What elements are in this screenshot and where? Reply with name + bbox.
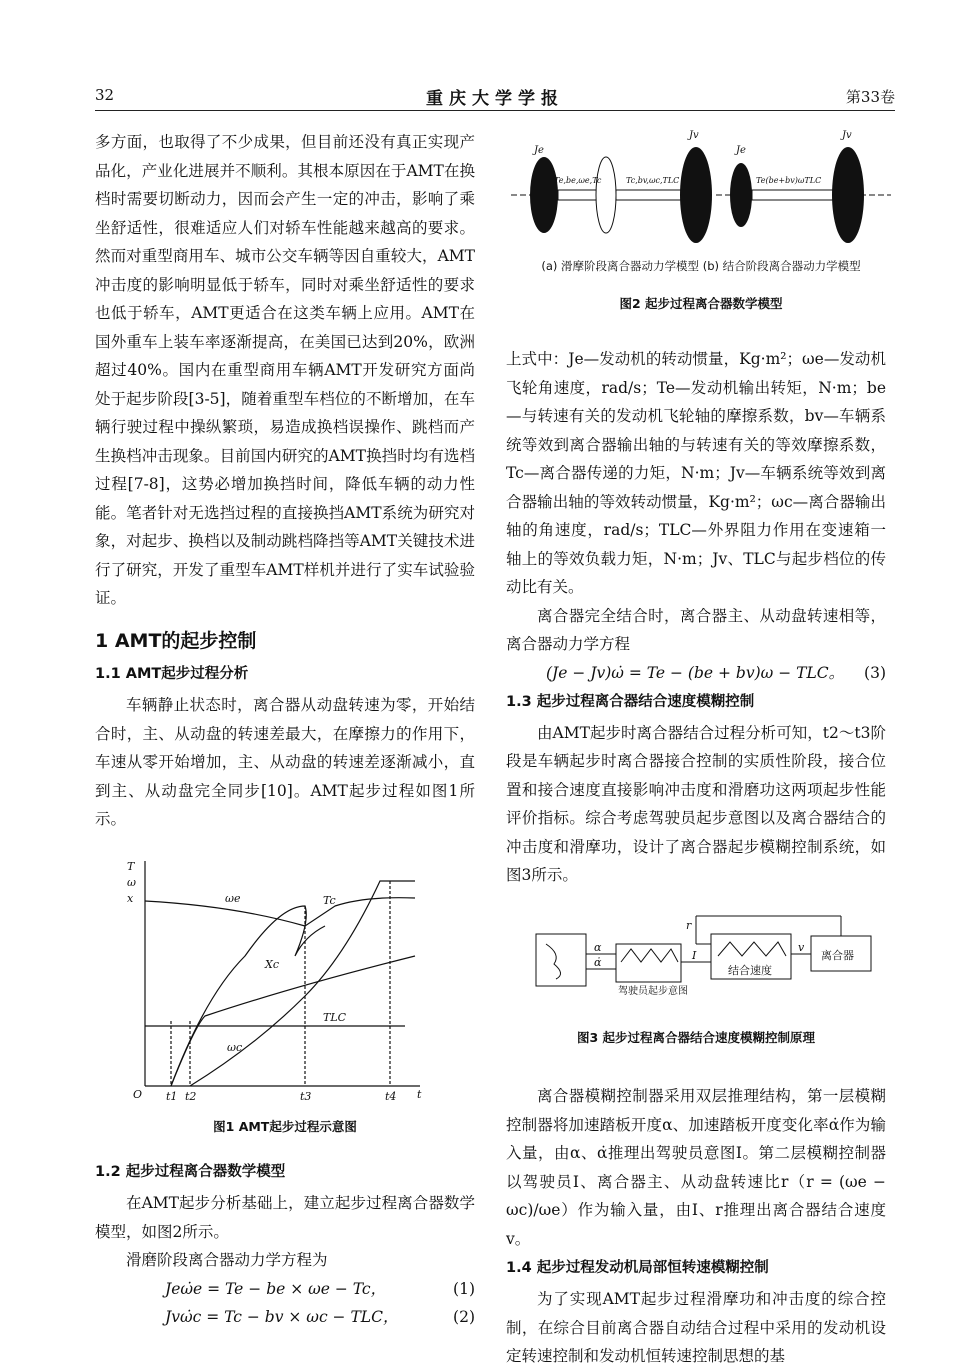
fig1-tick-t2: t2 bbox=[185, 1089, 197, 1103]
fig2-label-je: Je bbox=[534, 145, 544, 156]
equation-3: (Je − Jv)ω̇ = Te − (be + bv)ω − TLC。 (3) bbox=[546, 663, 886, 682]
fig3-alpha: α bbox=[594, 940, 602, 954]
figure-2-caption: 图2 起步过程离合器数学模型 bbox=[619, 296, 783, 311]
journal-title: 重庆大学学报 bbox=[426, 89, 564, 109]
fig1-tick-t4: t4 bbox=[385, 1089, 397, 1103]
fig2-jv-flywheel bbox=[680, 147, 712, 243]
paragraph: 由AMT起步时离合器结合过程分析可知，t2～t3阶段是车辆起步时离合器接合控制的实质性阶段，接合位置和接合速度直接影响冲击度和滑磨功这两项起步性能评价指标。综合考虑驾驶员起步意图以及离合器结合的冲击度和滑摩功，设计了离合器起步模糊控制系统，如图3所示。 bbox=[506, 723, 886, 884]
fig1-wc-curve bbox=[171, 956, 415, 1086]
subsection-heading: 1.4 起步过程发动机局部恒转速模糊控制 bbox=[506, 1260, 769, 1276]
fig1-tick-t1: t1 bbox=[166, 1089, 178, 1103]
fig1-tlc-label: TLC bbox=[323, 1010, 347, 1024]
fig3-label-clutch: 离合器 bbox=[821, 948, 854, 962]
left-column bbox=[95, 128, 475, 1331]
paragraph: 离合器模糊控制器采用双层推理结构，第一层模糊控制器将加速踏板开度α、加速踏板开度变化率α̇作为输入量，由α、α̇推理出驾驶员意图I。第二层模糊控制器以驾驶员I、离合器主、从动盘转速比r（r = (ωe − ωc)/ωe）作为输入量，由I、r推理出离合器结合速度v。 bbox=[506, 1087, 886, 1248]
paragraph: 上式中：Je—发动机的转动惯量，Kg·m²；ωe—发动机飞轮角速度，rad/s；Te—发动机输出转矩，N·m；be—与转速有关的发动机飞轮轴的摩擦系数，bv—车辆系统等效到离合器输出轴的与转速有关的等效摩擦系数，Tc—离合器传递的力矩，N·m；Jv—车辆系统等效到离合器输出轴的等效转动惯量，Kg·m²；ωc—离合器输出轴的角速度，rad/s；TLC—外界阻力作用在变速箱一轴上的等效负载力矩，N·m；Jv、TLC与起步档位的传动比有关。 bbox=[506, 350, 886, 596]
fig1-we-curve bbox=[145, 897, 415, 925]
figure-3 bbox=[506, 904, 886, 1024]
section-heading: 1 AMT的起步控制 bbox=[95, 629, 257, 652]
fig1-xc-curve bbox=[190, 881, 415, 1086]
paragraph: 离合器完全结合时，离合器主、从动盘转速相等，离合器动力学方程 bbox=[506, 606, 886, 653]
paragraph: 在AMT起步分析基础上，建立起步过程离合器数学模型，如图2所示。 bbox=[95, 1194, 475, 1241]
fig3-diagram bbox=[506, 904, 886, 1014]
fig1-plot bbox=[95, 846, 475, 1116]
fig3-label-intent: 驾驶员起步意图 bbox=[618, 985, 688, 997]
fig3-alpha-dot: α̇ bbox=[594, 955, 602, 969]
equation-1: Jeω̇e = Te − be × ωe − Tc， (1) bbox=[165, 1279, 475, 1298]
paragraph: 车辆静止状态时，离合器从动盘转速为零，开始结合时，主、从动盘的转速差最大，在摩擦力的作用下，车速从零开始增加，主、从动盘的转速差逐渐减小，直到主、从动盘完全同步[10]。AMT起步过程如图1所示。 bbox=[95, 696, 475, 828]
figure-3-caption: 图3 起步过程离合器结合速度模糊控制原理 bbox=[576, 1029, 816, 1045]
fig2-clutch-disc bbox=[596, 157, 616, 233]
fig2-label-je2: Je bbox=[736, 145, 746, 156]
fig3-v: v bbox=[798, 940, 805, 954]
fig1-wc-label: ωc bbox=[227, 1040, 243, 1054]
fig2-je-flywheel bbox=[530, 157, 558, 233]
fig2-jv2-flywheel bbox=[832, 147, 864, 243]
subsection-heading: 1.3 起步过程离合器结合速度模糊控制 bbox=[506, 693, 755, 710]
subsection-heading: 1.2 起步过程离合器数学模型 bbox=[95, 1164, 286, 1180]
paragraph: 多方面，也取得了不少成果，但目前还没有真正实现产品化，产业化进展并不顺利。其根本原因在于AMT在换档时需要切断动力，因而会产生一定的冲击，影响了乘坐舒适性，很难适应人们对轿车性能越来越高的要求。然而对重型商用车、城市公交车辆等因自重较大，AMT冲击度的影响明显低于轿车，同时对乘坐舒适性的要求也低于轿车，AMT更适合在这类车辆上应用。AMT在国外重车上装车率逐渐提高，在美国已达到20%，欧洲超过40%。国内在重型商用车辆AMT开发研究方面尚处于起步阶段[3-5]，随着重型车档位的不断增加，在车辆行驶过程中操纵繁琐，易造成换档误操作、跳档而产生换档冲击现象。目前国内研究的AMT换挡时均有选档过程[7-8]，这势必增加换挡时间，降低车辆的动力性能。笔者针对无选挡过程的直接换挡AMT系统为研究对象，对起步、换档以及制动跳档降挡等AMT关键技术进行了研究，开发了重型车AMT样机并进行了实车试验验证。 bbox=[95, 133, 475, 607]
fig1-label-x: x bbox=[127, 891, 134, 905]
fig3-i: I bbox=[692, 948, 697, 962]
fig1-we-label: ωe bbox=[225, 891, 241, 905]
fig2-sublabels: (a) 滑摩阶段离合器动力学模型 (b) 结合阶段离合器动力学模型 bbox=[541, 259, 861, 273]
figure-2 bbox=[506, 120, 896, 312]
right-column bbox=[506, 345, 886, 1371]
fig1-tc-label: Tc bbox=[323, 893, 336, 907]
equation-2: Jvω̇c = Tc − bv × ωc − TLC， (2) bbox=[165, 1307, 475, 1326]
paragraph: 滑磨阶段离合器动力学方程为 bbox=[126, 1251, 328, 1269]
page-number: 32 bbox=[95, 86, 115, 104]
fig2-text-a: Te,be,ωe,Tc bbox=[554, 176, 602, 185]
running-header bbox=[95, 86, 895, 111]
figure-1-caption: 图1 AMT起步过程示意图 bbox=[213, 1118, 357, 1134]
fig1-xc-label: Xc bbox=[265, 957, 279, 971]
subsection-heading: 1.1 AMT起步过程分析 bbox=[95, 666, 249, 682]
fig1-tick-t3: t3 bbox=[300, 1089, 312, 1103]
fig1-label-w: ω bbox=[127, 875, 136, 889]
fig1-tc-curve bbox=[171, 906, 325, 1086]
fig3-r: r bbox=[686, 918, 692, 932]
fig2-label-jv: Jv bbox=[689, 130, 699, 141]
fig2-label-jv2: Jv bbox=[842, 130, 852, 141]
figure-1 bbox=[95, 846, 475, 1121]
fig2-je2-flywheel bbox=[730, 163, 752, 227]
fig2-text-b: Tc,bv,ωc,TLC bbox=[626, 176, 680, 185]
fig1-origin: O bbox=[133, 1087, 143, 1101]
paragraph: 为了实现AMT起步过程滑摩功和冲击度的综合控制，在综合目前离合器自动结合过程中采用的发动机设定转速控制和发动机恒转速控制思想的基 bbox=[506, 1290, 886, 1365]
fig2-diagram bbox=[506, 120, 896, 250]
fig1-label-T: T bbox=[127, 859, 135, 873]
fig1-t-label: t bbox=[417, 1087, 422, 1101]
fig2-text-c: Te(be+bv)ωTLC bbox=[756, 176, 822, 185]
volume-label: 第33卷 bbox=[845, 88, 895, 106]
fig3-label-speed: 结合速度 bbox=[728, 963, 772, 977]
